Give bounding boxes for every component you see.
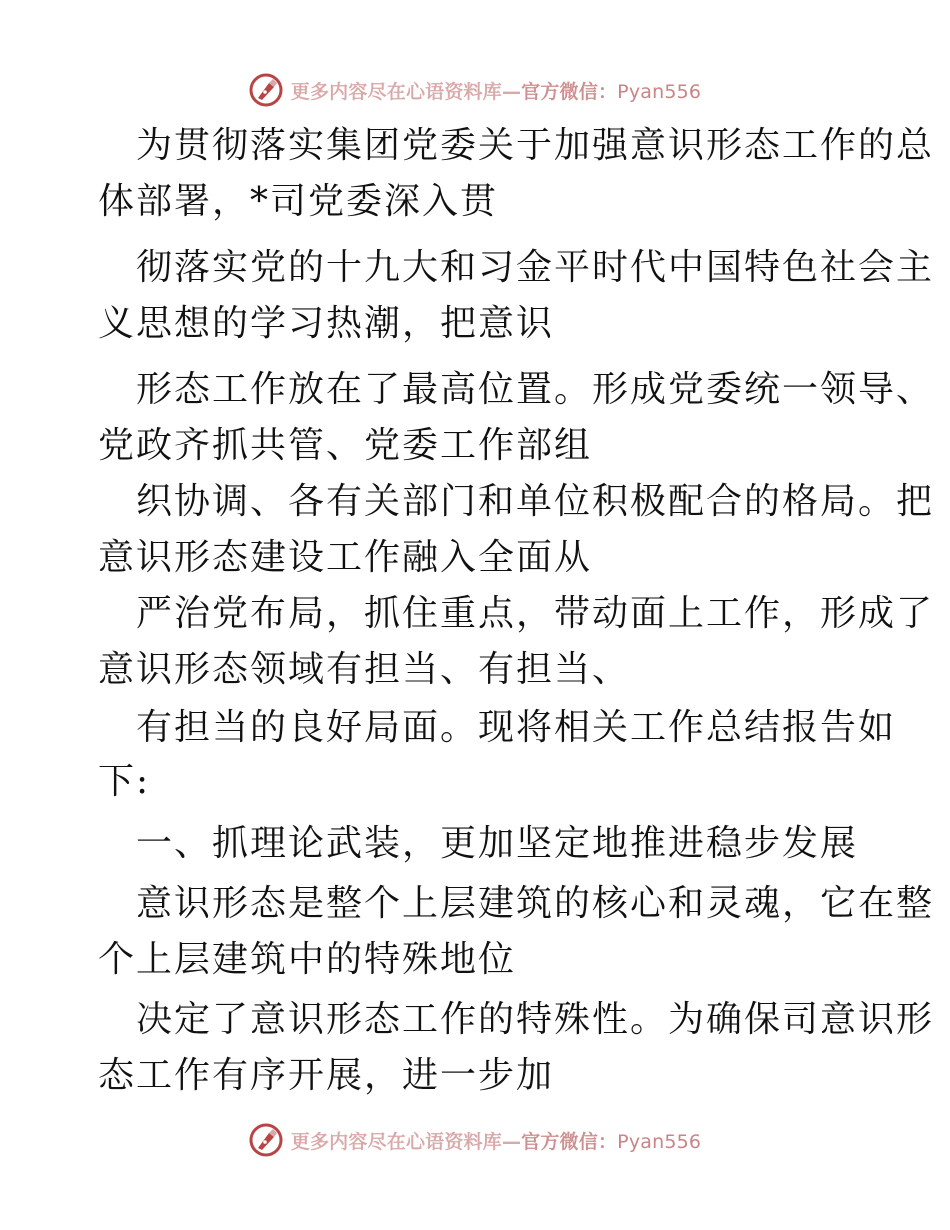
watermark-wechat-id: Pyan556 [617, 80, 702, 103]
paragraph-line: 彻落实党的十九大和习金平时代中国特色社会主 [136, 247, 935, 288]
paragraph-line: 严治党布局，抓住重点，带动面上工作，形成了 [136, 593, 935, 634]
footer-watermark [0, 1120, 950, 1160]
paragraph-line: 决定了意识形态工作的特殊性。为确保司意识形 [136, 999, 935, 1040]
header-watermark [0, 70, 950, 110]
watermark-dash: — [501, 1130, 522, 1153]
watermark-site-name: 更多内容尽在心语资料库 [290, 1130, 502, 1153]
paragraph-line: 意识形态领域有担当、有担当、 [98, 649, 631, 690]
section-heading: 一、抓理论武装，更加坚定地推进稳步发展 [136, 823, 859, 864]
paragraph-line: 有担当的良好局面。现将相关工作总结报告如 [136, 707, 897, 748]
paragraph-line: 为贯彻落实集团党委关于加强意识形态工作的总 [136, 125, 935, 166]
paragraph-line: 意识形态是整个上层建筑的核心和灵魂，它在整 [136, 883, 935, 924]
pen-nib-logo-icon [249, 1123, 283, 1157]
paragraph-line: 下: [98, 761, 151, 802]
watermark-wechat-id: Pyan556 [617, 1130, 702, 1153]
pen-nib-logo-icon [249, 73, 283, 107]
watermark-text [291, 77, 701, 104]
paragraph-line: 态工作有序开展，进一步加 [98, 1055, 555, 1096]
paragraph-line: 党政齐抓共管、党委工作部组 [98, 425, 593, 466]
paragraph-line: 义思想的学习热潮，把意识 [98, 303, 555, 344]
watermark-wechat-label: 官方微信： [521, 80, 618, 103]
watermark-site-name: 更多内容尽在心语资料库 [290, 80, 502, 103]
watermark-wechat-label: 官方微信： [521, 1130, 618, 1153]
paragraph-line: 个上层建筑中的特殊地位 [98, 939, 517, 980]
paragraph-line: 织协调、各有关部门和单位积极配合的格局。把 [136, 481, 935, 522]
watermark-text [291, 1127, 701, 1154]
paragraph-line: 形态工作放在了最高位置。形成党委统一领导、 [136, 369, 935, 410]
paragraph-line: 意识形态建设工作融入全面从 [98, 537, 593, 578]
paragraph-line: 体部署，*司党委深入贯 [98, 181, 499, 222]
watermark-dash: — [501, 80, 522, 103]
